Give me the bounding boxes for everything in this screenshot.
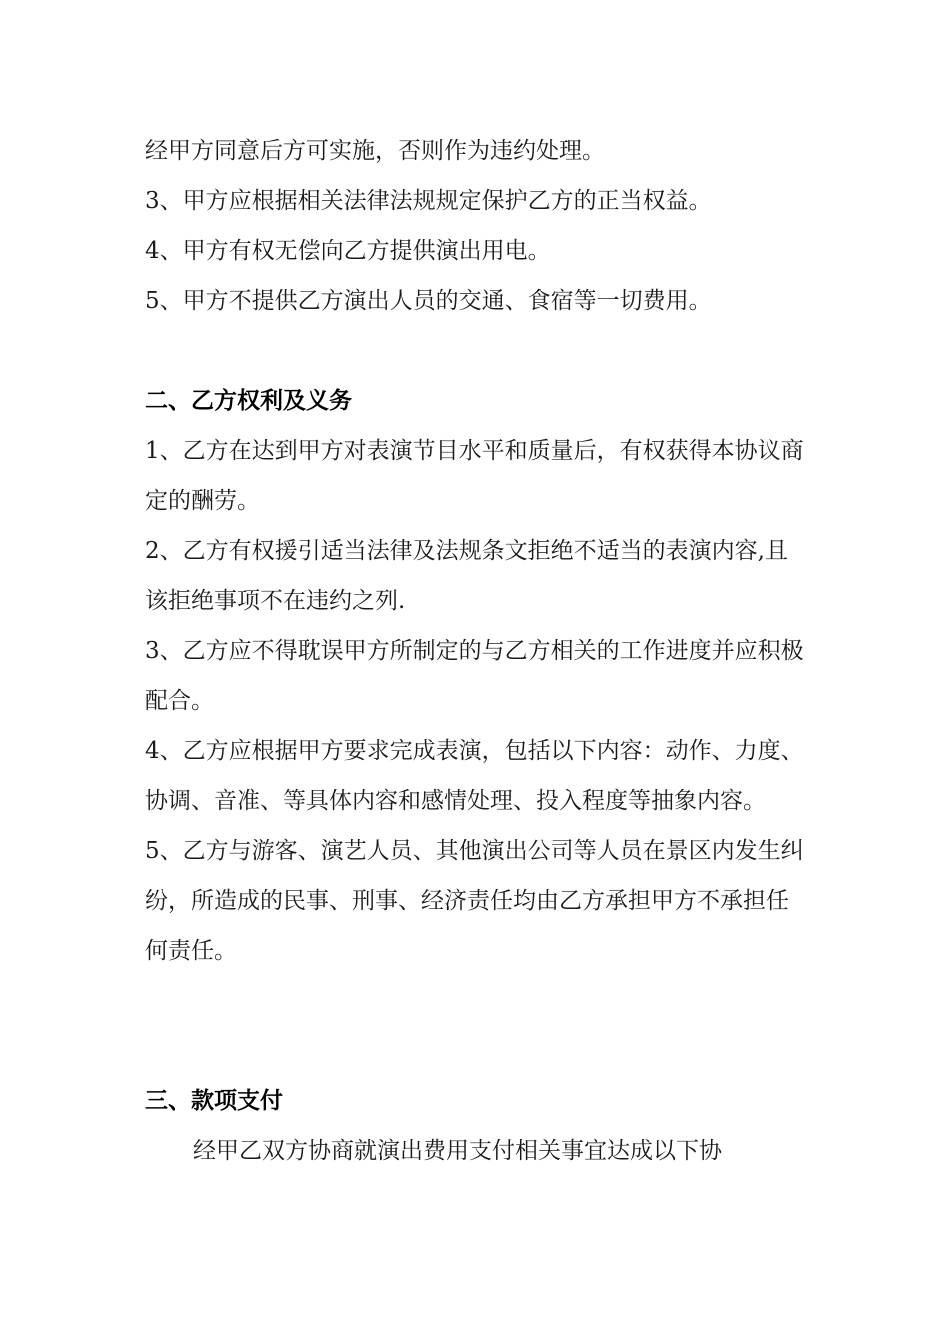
document-body (145, 126, 810, 1176)
list-item-party-a-4: 4、甲方有权无偿向乙方提供演出用电。 (145, 238, 551, 264)
list-item-party-b-3: 3、乙方应不得耽误甲方所制定的与乙方相关的工作进度并应积极配合。 (145, 638, 804, 714)
list-item-party-a-3: 3、甲方应根据相关法律法规规定保护乙方的正当权益。 (145, 188, 712, 214)
list-item-party-b-1: 1、乙方在达到甲方对表演节目水平和质量后，有权获得本协议商定的酬劳。 (145, 438, 804, 514)
list-item-party-b-4: 4、乙方应根据甲方要求完成表演，包括以下内容：动作、力度、协调、音准、等具体内容和感情处理、投入程度等抽象内容。 (145, 738, 804, 814)
section-heading-party-b: 二、乙方权利及义务 (145, 388, 352, 414)
section-heading-payment: 三、款项支付 (145, 1088, 283, 1114)
list-item-party-b-2: 2、乙方有权援引适当法律及法规条文拒绝不适当的表演内容,且该拒绝事项不在违约之列. (145, 538, 788, 614)
paragraph-section1-continuation: 经甲方同意后方可实施，否则作为违约处理。 (145, 138, 605, 164)
spacer (145, 326, 810, 376)
list-item-party-b-5: 5、乙方与游客、演艺人员、其他演出公司等人员在景区内发生纠纷，所造成的民事、刑事、经济责任均由乙方承担甲方不承担任何责任。 (145, 838, 804, 964)
list-item-party-a-5: 5、甲方不提供乙方演出人员的交通、食宿等一切费用。 (145, 288, 712, 314)
spacer (145, 976, 810, 1076)
paragraph-payment: 经甲乙双方协商就演出费用支付相关事宜达成以下协 (193, 1138, 722, 1164)
